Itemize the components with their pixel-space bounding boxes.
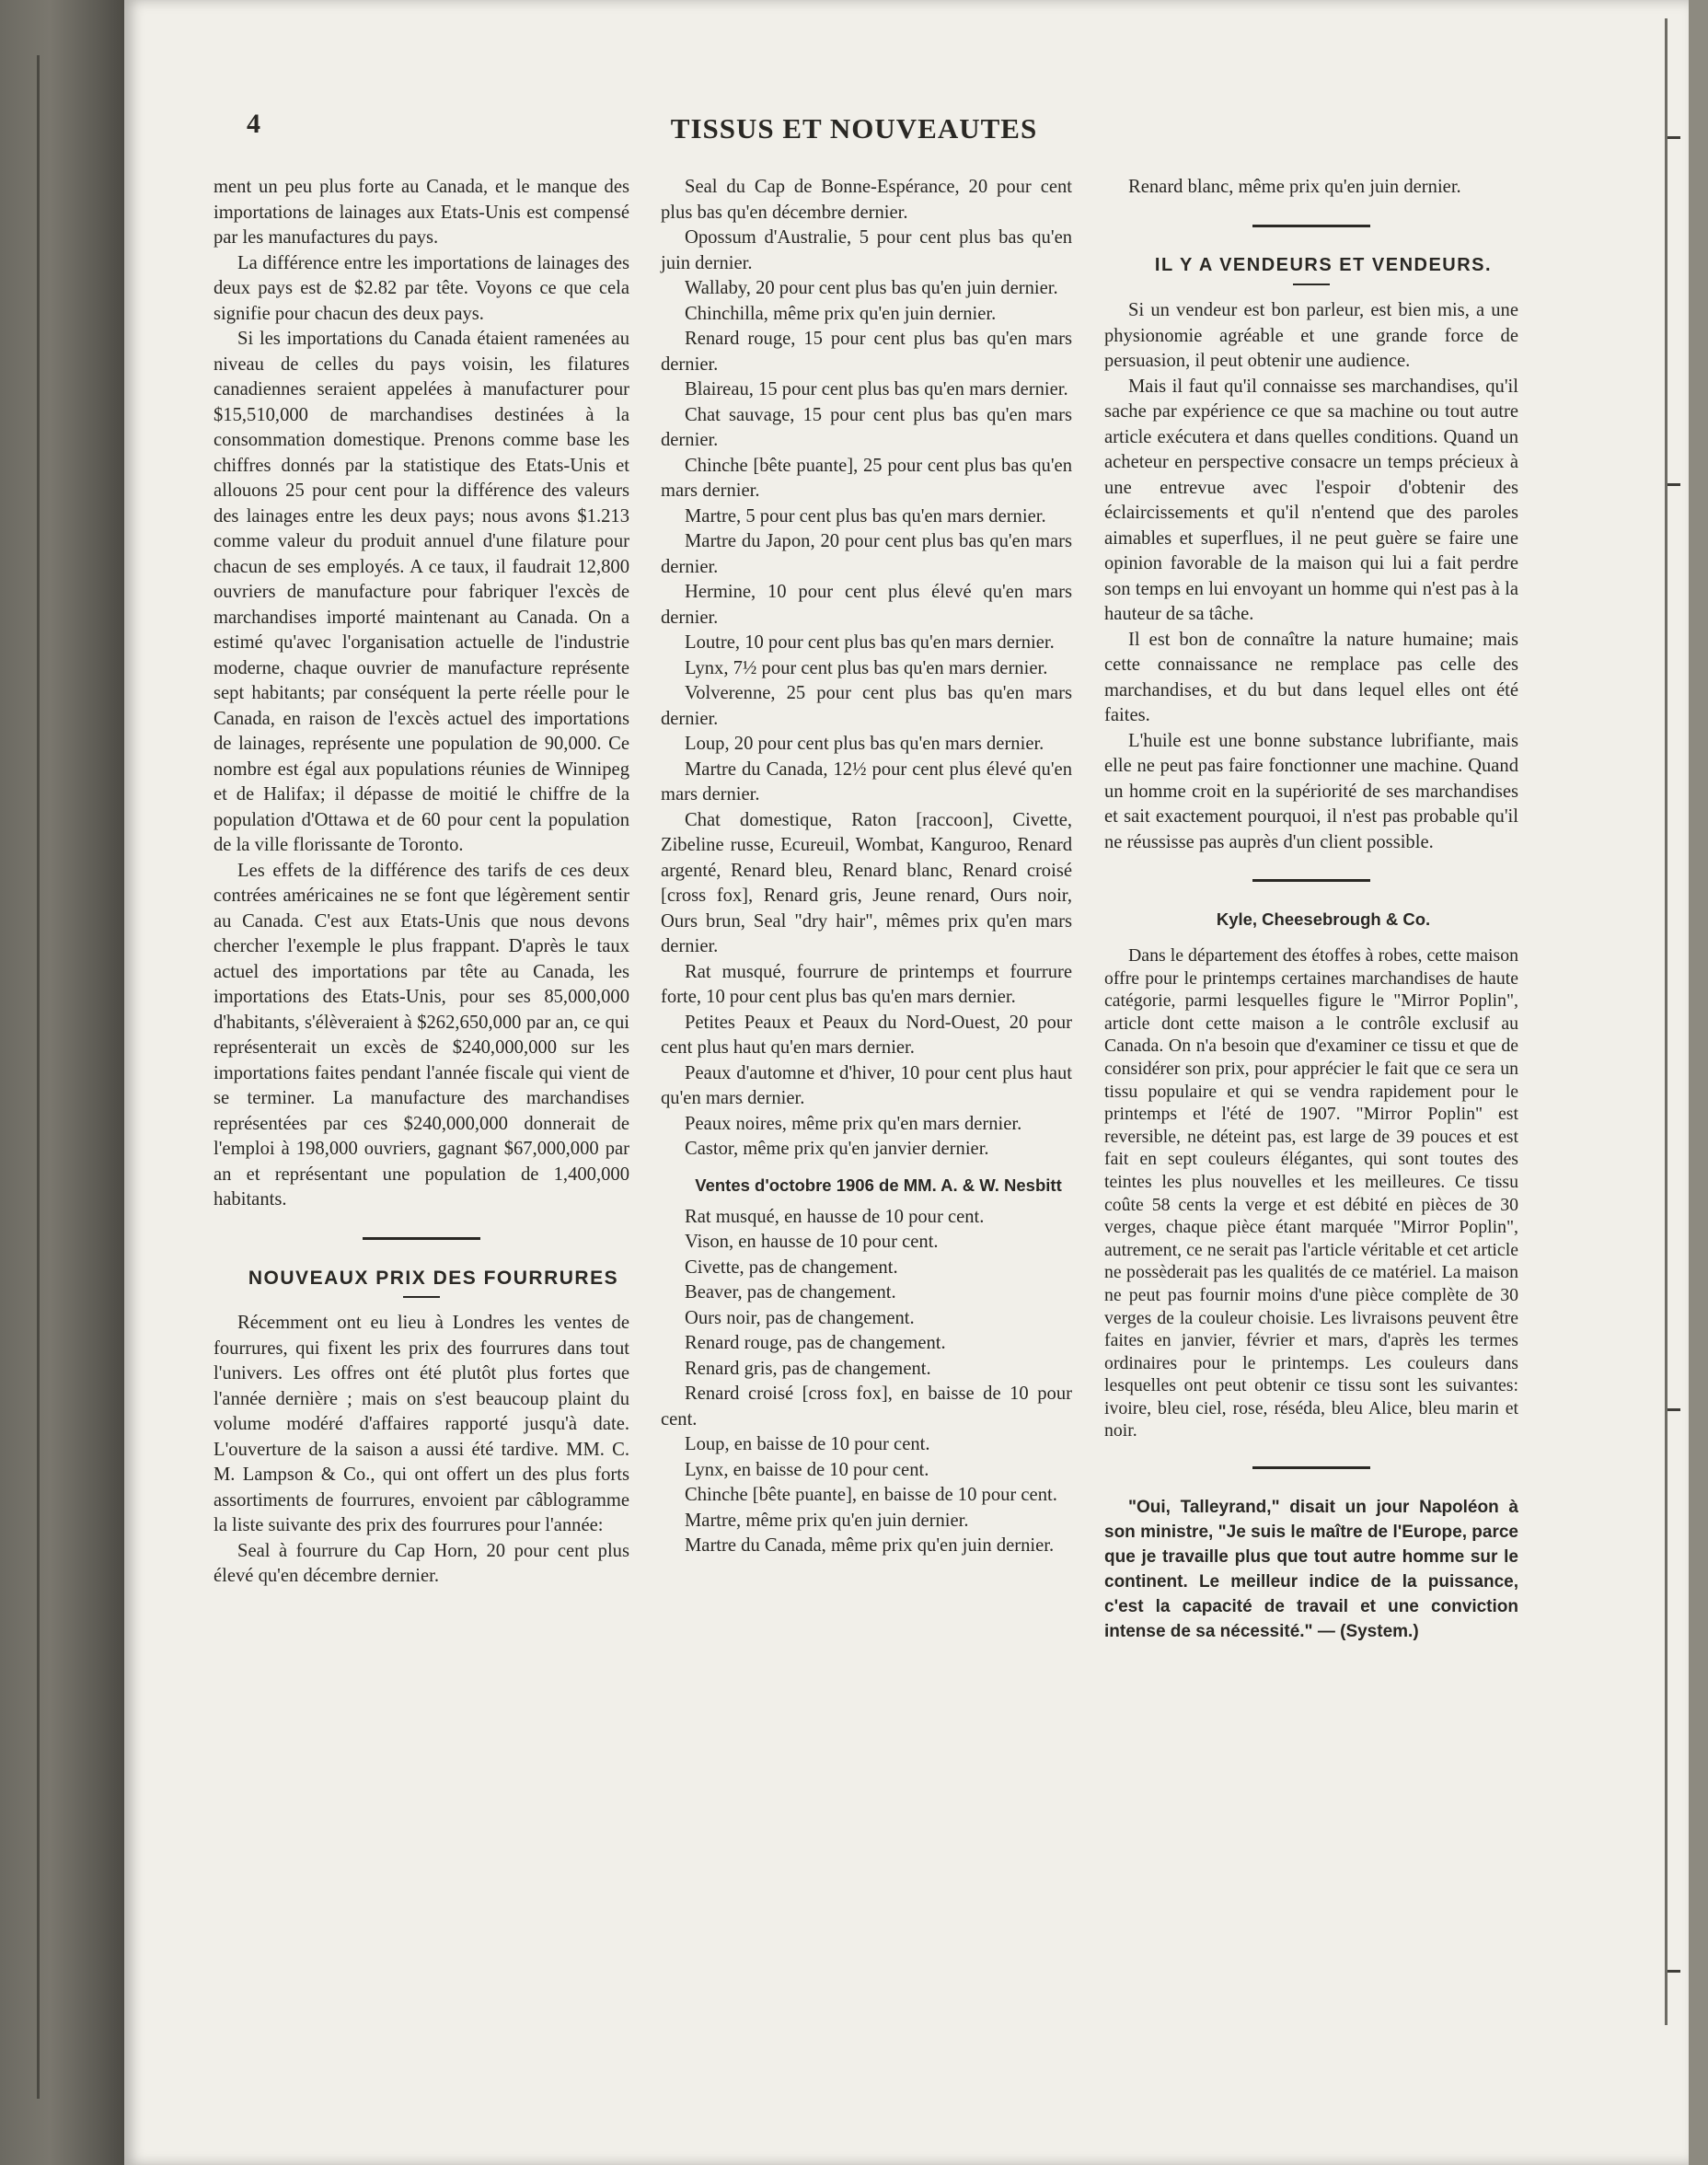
- fur-price-item: Castor, même prix qu'en janvier dernier.: [685, 1139, 989, 1159]
- fur-price-item: Petites Peaux et Peaux du Nord-Ouest, 20 pour cent plus haut qu'en mars dernier.: [661, 1012, 1072, 1058]
- page-right-edge: [1665, 18, 1668, 2025]
- fur-price-item: Hermine, 10 pour cent plus élevé qu'en mars dernier.: [661, 582, 1072, 628]
- paragraph: Si un vendeur est bon parleur, est bien mis, a une physionomie agréable et une grande force de persuasion, il peut obtenir une audience.: [1104, 300, 1518, 371]
- fur-price-item: Renard rouge, 15 pour cent plus bas qu'en mars dernier.: [661, 329, 1072, 375]
- fur-price-item: Peaux d'automne et d'hiver, 10 pour cent plus haut qu'en mars dernier.: [661, 1062, 1072, 1108]
- fur-price-item: Seal du Cap de Bonne-Espérance, 20 pour cent plus bas qu'en décembre dernier.: [661, 177, 1072, 223]
- fur-price-item: Chat domestique, Raton [raccoon], Civette, Zibeline russe, Ecureuil, Wombat, Kanguroo, Renard argenté, Renard bleu, Renard blanc, Renard croisé [cross fox], Renard gris, Jeune renard, Ours noir, Ours brun, Seal "dry hair", mêmes prix qu'en mars dernier.: [661, 809, 1072, 956]
- paragraph: Seal à fourrure du Cap Horn, 20 pour cent plus élevé qu'en décembre dernier.: [214, 1540, 629, 1586]
- paragraph: Il est bon de connaître la nature humaine; mais cette connaissance ne remplace pas celle des marchandises, et du but dans lequel elles ont été faites.: [1104, 629, 1518, 725]
- section-heading-vendeurs: IL Y A VENDEURS ET VENDEURS.: [1154, 254, 1493, 275]
- nesbitt-item: Loup, en baisse de 10 pour cent.: [685, 1434, 930, 1454]
- fur-price-item: Renard blanc, même prix qu'en juin dernier.: [1128, 177, 1461, 197]
- section-heading-kyle: Kyle, Cheesebrough & Co.: [1216, 909, 1431, 929]
- nesbitt-item: Renard croisé [cross fox], en baisse de 10 pour cent.: [661, 1384, 1072, 1430]
- nesbitt-item: Beaver, pas de changement.: [685, 1282, 896, 1302]
- binding-line: [37, 55, 40, 2099]
- fur-price-item: Blaireau, 15 pour cent plus bas qu'en mars dernier.: [685, 379, 1068, 399]
- fur-price-item: Volverenne, 25 pour cent plus bas qu'en mars dernier.: [661, 683, 1072, 729]
- fur-price-item: Chinche [bête puante], 25 pour cent plus bas qu'en mars dernier.: [661, 455, 1072, 501]
- paragraph: Mais il faut qu'il connaisse ses marchandises, qu'il sache par expérience ce que sa machine ou tout autre article exécutera et dans quelles conditions. Quand un acheteur en perspective consacre un temps précieux à une entrevue avec l'espoir d'obtenir des éclaircissements et qu'il n'entend que des paroles aimables et superflues, il ne peut guère se faire une opinion favorable de la maison qui lui a fait perdre son temps en lui envoyant un homme qui n'est pas à la hauteur de sa tâche.: [1104, 376, 1518, 624]
- fur-price-item: Chinchilla, même prix qu'en juin dernier.: [685, 303, 997, 324]
- column-1: [214, 175, 629, 1590]
- nesbitt-item: Ours noir, pas de changement.: [685, 1307, 915, 1328]
- fur-price-item: Rat musqué, fourrure de printemps et fourrure forte, 10 pour cent plus bas qu'en mars dernier.: [661, 961, 1072, 1007]
- heading-dash: [403, 1296, 440, 1298]
- book-edge: [0, 0, 124, 2165]
- nesbitt-item: Renard rouge, pas de changement.: [685, 1333, 946, 1353]
- heading-dash: [1293, 284, 1330, 285]
- fur-price-item: Loutre, 10 pour cent plus bas qu'en mars dernier.: [685, 632, 1055, 653]
- nesbitt-item: Lynx, en baisse de 10 pour cent.: [685, 1459, 929, 1480]
- paragraph: L'huile est une bonne substance lubrifiante, mais elle ne peut pas faire fonctionner une machine. Quand un homme croit en la supériorité de ses marchandises et sait exactement pourquoi, il n'est pas probable qu'il ne réussisse pas auprès d'un client possible.: [1104, 730, 1518, 852]
- nesbitt-item: Civette, pas de changement.: [685, 1256, 898, 1278]
- nesbitt-item: Martre, même prix qu'en juin dernier.: [685, 1510, 969, 1531]
- column-3: [1104, 175, 1518, 1644]
- napoleon-quote: "Oui, Talleyrand," disait un jour Napoléon à son ministre, "Je suis le maître de l'Europe, parce que je travaille plus que tout autre homme sur le continent. Le meilleur indice de la puissance, c'est la capacité de travail et une conviction intense de sa nécessité." — (System.): [1104, 1498, 1518, 1642]
- nesbitt-item: Chinche [bête puante], en baisse de 10 pour cent.: [685, 1485, 1057, 1505]
- fur-price-item: Peaux noires, même prix qu'en mars dernier.: [685, 1113, 1022, 1134]
- section-heading-nesbitt: Ventes d'octobre 1906 de MM. A. & W. Nesbitt: [695, 1175, 1062, 1195]
- section-divider: [1252, 879, 1370, 882]
- page-number: 4: [247, 109, 260, 139]
- fur-price-item: Martre du Canada, 12½ pour cent plus élevé qu'en mars dernier.: [661, 758, 1072, 805]
- section-divider: [1252, 225, 1370, 227]
- fur-price-item: Lynx, 7½ pour cent plus bas qu'en mars dernier.: [685, 657, 1048, 678]
- nesbitt-item: Martre du Canada, même prix qu'en juin dernier.: [685, 1535, 1055, 1556]
- paragraph: La différence entre les importations de lainages des deux pays est de $2.82 par tête. Voyons ce que cela signifie pour chacun des deux pays.: [214, 252, 629, 324]
- column-2: [661, 175, 1072, 1559]
- fur-price-item: Opossum d'Australie, 5 pour cent plus bas qu'en juin dernier.: [661, 227, 1072, 273]
- section-divider: [1252, 1466, 1370, 1469]
- section-heading-fourrures: NOUVEAUX PRIX DES FOURRURES: [248, 1267, 619, 1289]
- nesbitt-item: Rat musqué, en hausse de 10 pour cent.: [685, 1206, 985, 1227]
- fur-price-item: Loup, 20 pour cent plus bas qu'en mars dernier.: [685, 734, 1044, 754]
- nesbitt-item: Vison, en hausse de 10 pour cent.: [685, 1232, 939, 1252]
- running-title: TISSUS ET NOUVEAUTES: [670, 112, 1038, 145]
- fur-price-item: Wallaby, 20 pour cent plus bas qu'en juin dernier.: [685, 278, 1058, 298]
- section-divider: [363, 1237, 480, 1240]
- paragraph: Récemment ont eu lieu à Londres les ventes de fourrures, qui fixent les prix des fourrures dans tout l'univers. Les offres ont été plutôt plus fortes que l'année dernière ; mais on s'est beaucoup plaint du volume modéré d'affaires rapporté jusqu'à date. L'ouverture de la saison a aussi été tardive. MM. C. M. Lampson & Co., qui ont offert un des plus forts assortiments de fourrures, envoient par câblogramme la liste suivante des prix des fourrures pour l'année:: [214, 1313, 629, 1535]
- paragraph: Dans le département des étoffes à robes, cette maison offre pour le printemps certaines marchandises de haute catégorie, parmi lesquelles figure le "Mirror Poplin", article dont cette maison a le contrôle exclusif au Canada. On n'a besoin que d'examiner ce tissu et que de considérer son prix, pour apprécier le fait que ce sera un tissu populaire et qui se vendra rapidement pour le printemps et l'été de 1907. "Mirror Poplin" est reversible, ne déteint pas, est large de 39 pouces et est fait en sept couleurs élégantes, qui sont toutes des teintes les plus nouvelles et les meilleures. Ce tissu coûte 58 cents la verge et est débité en pièces de 30 verges, chaque pièce étant marquée "Mirror Poplin", autrement, ce ne serait pas l'article véritable et cet article ne possèderait pas les qualités de ce matériel. La maison ne peut pas fournir moins d'une pièce complète de 30 verges de la couleur choisie. Les livraisons peuvent être faites en janvier, février et mars, d'après les termes ordinaires pour le printemps. Les couleurs dans lesquelles ont peut obtenir ce tissu sont les suivantes: ivoire, bleu ciel, rose, réséda, bleu Alice, bleu marin et noir.: [1104, 945, 1518, 1441]
- nesbitt-item: Renard gris, pas de changement.: [685, 1358, 931, 1379]
- paragraph: ment un peu plus forte au Canada, et le manque des importations de lainages aux Etats-Unis est compensé par les manufactures du pays.: [214, 177, 629, 248]
- fur-price-item: Martre du Japon, 20 pour cent plus bas qu'en mars dernier.: [661, 531, 1072, 577]
- fur-price-item: Martre, 5 pour cent plus bas qu'en mars dernier.: [685, 505, 1046, 527]
- fur-price-item: Chat sauvage, 15 pour cent plus bas qu'en mars dernier.: [661, 404, 1072, 450]
- paragraph: Les effets de la différence des tarifs de ces deux contrées américaines ne se font que légèrement sentir au Canada. C'est aux Etats-Unis que nous devons chercher l'exemple le plus frappant. D'après le taux actuel des importations par tête au Canada, les importations des Etats-Unis, pour ses 85,000,000 d'habitants, s'élèveraient à $262,650,000 par an, ce qui représenterait un excès de $240,000,000 sur les importations faites pendant l'année fiscale qui vient de se terminer. La manufacture des marchandises représentées par ces $240,000,000 donnerait de l'emploi à 198,000 ouvriers, gagnant $67,000,000 par an et représentant une population de 1,400,000 habitants.: [214, 860, 629, 1210]
- paragraph: Si les importations du Canada étaient ramenées au niveau de celles du pays voisin, les filatures canadiennes seraient appelées à manufacturer pour $15,510,000 de marchandises destinées à la consommation domestique. Prenons comme base les chiffres donnés par la statistique des Etats-Unis et allouons 25 pour cent pour la différence des valeurs des lainages entre les deux pays; nous avons $1.213 comme valeur du produit annuel d'une filature pour chacun de ses employés. A ce taux, il faudrait 12,800 ouvriers de manufacture pour fabriquer l'excès de marchandises importé maintenant au Canada. On a estimé qu'avec l'organisation actuelle de l'industrie moderne, chaque ouvrier de manufacture représente sept habitants; par conséquent la perte réelle pour le Canada, en raison de l'excès actuel des importations de lainages, représente une population de 90,000. Ce nombre est égal aux populations réunies de Winnipeg et de Halifax; il dépasse de moitié le chiffre de la population d'Ottawa et de 60 pour cent la population de la ville florissante de Toronto.: [214, 329, 629, 855]
